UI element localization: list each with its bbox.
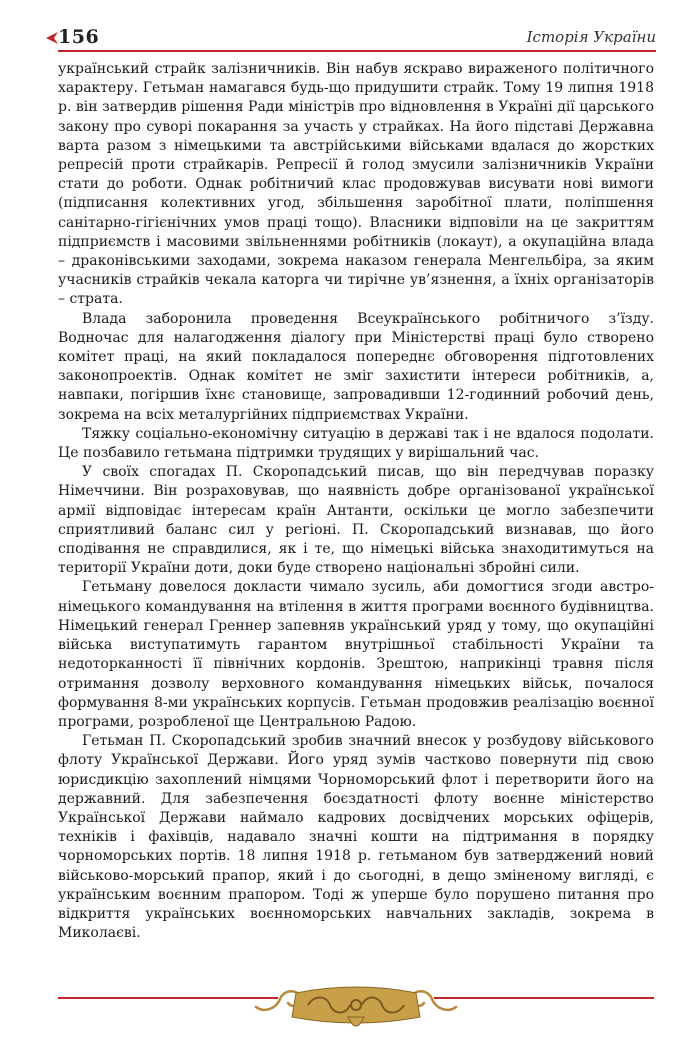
paragraph: У своїх спогадах П. Скоропадський писав, що він передчував поразку Німеччини. Він розраховував, що наявність добре організованої української армії відповідає інтересам країн Антанти, оскільки це могло забезпечити сприятливий баланс сил у регіоні. П. Скоропадський визнавав, що його сподівання не справдилися, як і те, що німецькі війська знаходитимуться на території України доти, доки буде створено національні збройні сили. xyxy=(58,464,654,577)
page-number: 156 xyxy=(58,26,100,48)
header-rule xyxy=(58,50,656,52)
paragraph: Тяжку соціально-економічну ситуацію в державі так і не вдалося подолати. Це позбавило гетьмана підтримки трудящих у вирішальний час. xyxy=(58,425,654,462)
page-header xyxy=(44,22,656,52)
ornament-scroll-icon xyxy=(58,983,654,1039)
paragraph: Гетьман П. Скоропадський зробив значний внесок у розбудову військового флоту Української Держави. Його уряд зумів частково повернути під свою юрисдикцію захоплений німцями Чорноморський флот і перетворити його на державний. Для забезпечення боєздатності флоту воєнне міністерство Української Держави наймало кадрових досвідчених морських офіцерів, техніків і фахівців, надавало значні кошти на підтримання в порядку чорноморських портів. 18 липня 1918 р. гетьманом був затверджений новий військово-морський прапор, який і до сьогодні, в дещо зміненому вигляді, є українським воєнним прапором. Тоді ж уперше було порушено питання про відкриття українських воєнноморських навчальних закладів, зокрема в Миколаєві. xyxy=(58,733,654,942)
body-text xyxy=(58,60,654,943)
paragraph: Влада заборонила проведення Всеукраїнського робітничого з’їзду. Водночас для налагодження діалогу при Міністерстві праці було створено комітет праці, на який покладалося попереднє обговорення підготовлених законопроектів. Однак комітет не зміг захистити інтереси робітників, а, навпаки, погіршив їхнє становище, запровадивши 12-годинний робочий день, зокрема на всіх металургійних підприємствах України. xyxy=(58,310,654,423)
paragraph: український страйк залізничників. Він набув яскраво вираженого політичного характеру. Гетьман намагався будь-що придушити страйк. Тому 19 липня 1918 р. він затвердив рішення Ради міністрів про відновлення в Україні дії царського закону про суворі покарання за участь у страйках. На його підставі Державна варта разом з німецькими та австрійськими військами вдалася до жорстких репресій проти страйкарів. Репресії й голод змусили залізничників України стати до роботи. Однак робітничий клас продовжував висувати нові вимоги (підписання колективних угод, збільшення заробітної плати, поліпшення санітарно-гігієнічних умов праці тощо). Власники відповіли на це закриттям підприємств і масовими звільненнями робітників (локаут), а окупаційна влада – драконівськими заходами, зокрема наказом генерала Менгельбіра, за яким учасників страйків чекала каторга чи тирічне ув’язнення, а їхніх організаторів – страта. xyxy=(58,61,654,308)
footer-ornament xyxy=(58,983,654,1039)
book-title: Історія України xyxy=(526,28,656,46)
paragraph: Гетьману довелося докласти чимало зусиль, аби домогтися згоди австро-німецького командування на втілення в життя програми воєнного будівництва. Німецький генерал Греннер запевняв український уряд у тому, що окупаційні війська виступатимуть гарантом внутрішньої стабільності України та недоторканності її північних кордонів. Зрештою, наприкінці травня після отримання дозволу верховного командування німецьких військ, почалося формування 8-ми українських корпусів. Гетьман продовжив реалізацію воєнної програми, розробленої ще Центральною Радою. xyxy=(58,579,654,730)
